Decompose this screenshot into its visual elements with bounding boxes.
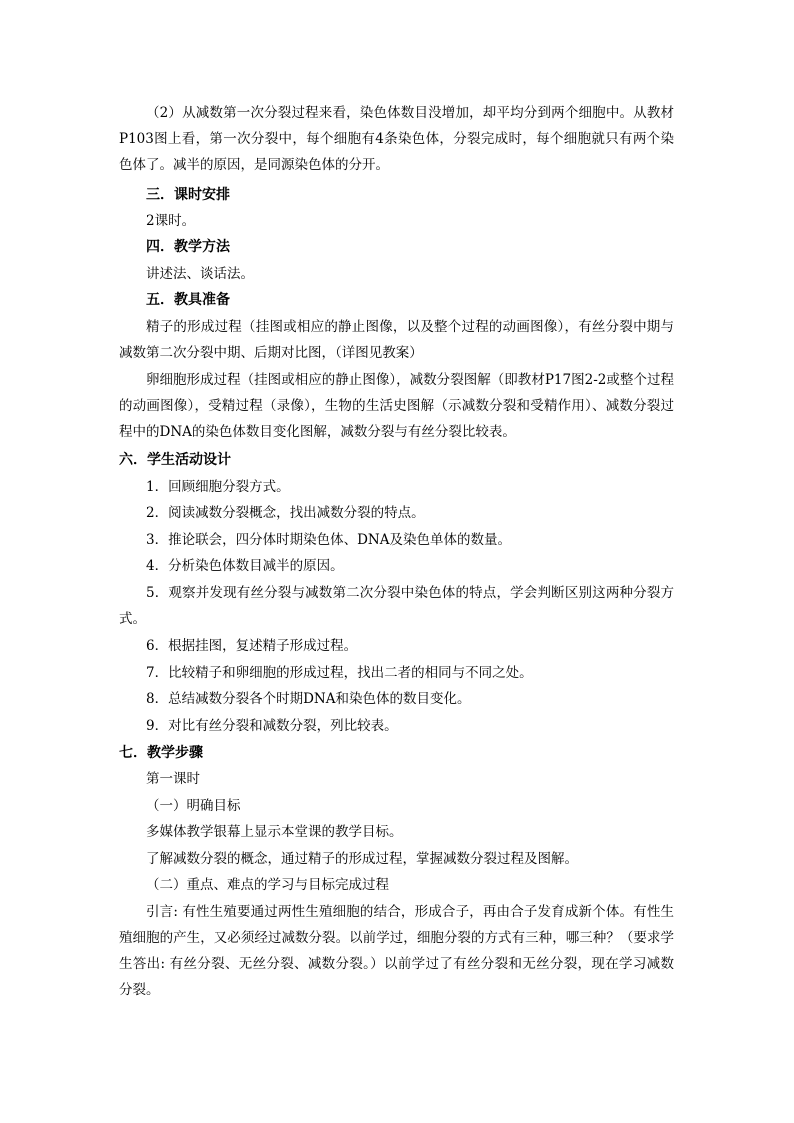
paragraph-section-one: （一）明确目标 (146, 798, 241, 814)
list-item: 4．分析染色体数目减半的原因。 (146, 558, 344, 574)
heading-student-activities: 六．学生活动设计 (119, 452, 231, 468)
list-item: 6．根据挂图，复述精子形成过程。 (146, 638, 358, 654)
list-item: 9．对比有丝分裂和减数分裂，列比较表。 (146, 718, 398, 734)
paragraph-teaching-method: 讲述法、谈话法。 (146, 266, 254, 282)
heading-schedule: 三．课时安排 (146, 187, 230, 203)
list-item: 8．总结减数分裂各个时期DNA和染色体的数目变化。 (146, 691, 471, 707)
list-item: 5．观察并发现有丝分裂与减数第二次分裂中染色体的特点，学会判断区别这两种分裂方式。 (119, 585, 674, 627)
paragraph-objectives-display: 多媒体教学银幕上显示本堂课的教学目标。 (146, 824, 403, 840)
list-item: 7．比较精子和卵细胞的形成过程，找出二者的相同与不同之处。 (146, 665, 533, 681)
paragraph-schedule: 2课时。 (146, 213, 196, 229)
heading-teaching-aids: 五．教具准备 (146, 292, 230, 308)
paragraph-objectives: 了解减数分裂的概念，通过精子的形成过程，掌握减数分裂过程及图解。 (146, 851, 578, 867)
paragraph-section-two: （二）重点、难点的学习与目标完成过程 (146, 877, 389, 893)
paragraph-first-lesson: 第一课时 (146, 771, 200, 787)
paragraph-reduction-reason: （2）从减数第一次分裂过程来看，染色体数目没增加，却平均分到两个细胞中。从教材P103图上看，第一次分裂中，每个细胞有4条染色体，分裂完成时，每个细胞就只有两个染色体了。减半的原因，是同源染色体的分开。 (119, 105, 674, 173)
heading-teaching-steps: 七．教学步骤 (119, 745, 203, 761)
paragraph-sperm-aids: 精子的形成过程（挂图或相应的静止图像，以及整个过程的动画图像），有丝分裂中期与减数第二次分裂中期、后期对比图，（详图见教案） (119, 319, 674, 361)
heading-teaching-method: 四．教学方法 (146, 239, 230, 255)
list-item: 3．推论联会，四分体时期染色体、DNA及染色单体的数量。 (146, 532, 511, 548)
list-item: 2．阅读减数分裂概念，找出减数分裂的特点。 (146, 505, 425, 521)
paragraph-egg-aids: 卵细胞形成过程（挂图或相应的静止图像），减数分裂图解（即教材P17图2-2或整个过程的动画图像），受精过程（录像），生物的生活史图解（示减数分裂和受精作用）、减数分裂过程中的DNA的染色体数目变化图解，减数分裂与有丝分裂比较表。 (119, 372, 674, 440)
paragraph-introduction: 引言: 有性生殖要通过两性生殖细胞的结合，形成合子，再由合子发育成新个体。有性生殖细胞的产生，又必须经过减数分裂。以前学过，细胞分裂的方式有三种，哪三种？（要求学生答出: 有丝分裂、无丝分裂、减数分裂。）以前学过了有丝分裂和无丝分裂，现在学习减数分裂。 (119, 904, 674, 998)
list-item: 1．回顾细胞分裂方式。 (146, 479, 290, 495)
